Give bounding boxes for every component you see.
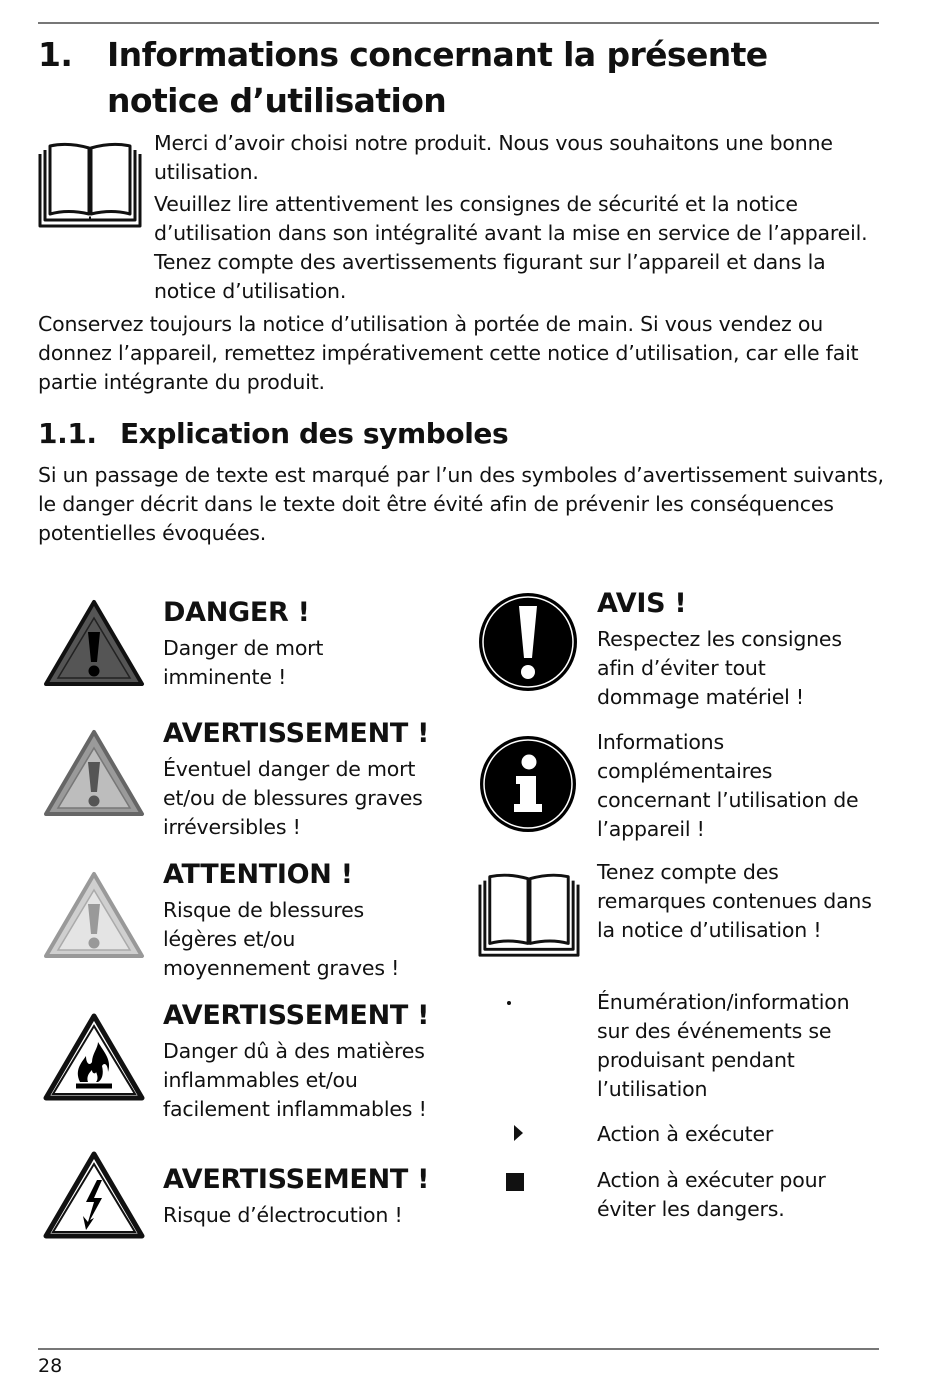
- section-heading: [38, 32, 888, 124]
- subsection-number: 1.1.: [38, 417, 97, 450]
- notice-description: Respectez les consignes afin d’éviter tout dommage matériel !: [597, 627, 842, 709]
- intro-paragraph-1: Merci d’avoir choisi notre produit. Nous vous souhaitons une bonne utilisation.: [154, 131, 833, 184]
- danger-triangle-icon: [42, 598, 146, 688]
- caution-triangle-icon: [42, 870, 146, 960]
- caution-description: Risque de blessures légères et/ou moyennement graves !: [163, 898, 400, 980]
- caution-title: ATTENTION !: [163, 859, 353, 890]
- intro-paragraph-3: Conservez toujours la notice d’utilisation à portée de main. Si vous vendez ou donnez l’appareil, remettez impérativement cette notice d’utilisation, car elle fait partie intégrante du produit.: [38, 312, 859, 394]
- danger-action-description: Action à exécuter pour éviter les dangers.: [597, 1168, 826, 1221]
- warning-triangle-icon: [42, 728, 146, 818]
- subsection-title: Explication des symboles: [120, 417, 509, 450]
- electric-title: AVERTISSEMENT !: [163, 1164, 430, 1195]
- info-description: Informations complémentaires concernant l’utilisation de l’appareil !: [597, 730, 859, 841]
- top-rule: [38, 22, 879, 24]
- danger-description: Danger de mort imminente !: [163, 636, 324, 689]
- intro-paragraph-2: Veuillez lire attentivement les consignes de sécurité et la notice d’utilisation dans son intégralité avant la mise en service de l’appareil. Tenez compte des avertissements figurant sur l’appareil et dans la notice d’utilisation.: [154, 192, 868, 303]
- action-description: Action à exécuter: [597, 1122, 774, 1146]
- open-book-icon: [478, 870, 580, 958]
- subsection-heading: [38, 414, 738, 454]
- manual-description: Tenez compte des remarques contenues dans la notice d’utilisation !: [597, 860, 872, 942]
- electric-shock-triangle-icon: [42, 1150, 146, 1240]
- flammable-title: AVERTISSEMENT !: [163, 1000, 430, 1031]
- warning-title: AVERTISSEMENT !: [163, 718, 430, 749]
- warning-description: Éventuel danger de mort et/ou de blessures graves irréversibles !: [163, 757, 423, 839]
- exclamation-circle-icon: [476, 590, 580, 694]
- open-book-icon: [38, 140, 142, 228]
- section-number: 1.: [38, 35, 73, 74]
- subsection-text: Si un passage de texte est marqué par l’un des symboles d’avertissement suivants, le danger décrit dans le texte doit être évité afin de prévenir les conséquences potentielles évoquées.: [38, 463, 884, 545]
- bullet-dot-icon: [505, 999, 513, 1007]
- flammable-triangle-icon: [42, 1012, 146, 1102]
- electric-description: Risque d’électrocution !: [163, 1203, 403, 1227]
- bottom-rule: [38, 1348, 879, 1350]
- enumeration-description: Énumération/information sur des événements se produisant pendant l’utilisation: [597, 990, 850, 1101]
- flammable-description: Danger dû à des matières inflammables et/ou facilement inflammables !: [163, 1039, 427, 1121]
- arrow-right-icon: [512, 1124, 524, 1142]
- danger-title: DANGER !: [163, 597, 310, 628]
- notice-title: AVIS !: [597, 588, 687, 619]
- info-circle-icon: [478, 734, 578, 834]
- square-bullet-icon: [505, 1172, 525, 1192]
- page-number: 28: [38, 1355, 63, 1375]
- section-title: Informations concernant la présente notice d’utilisation: [107, 35, 768, 120]
